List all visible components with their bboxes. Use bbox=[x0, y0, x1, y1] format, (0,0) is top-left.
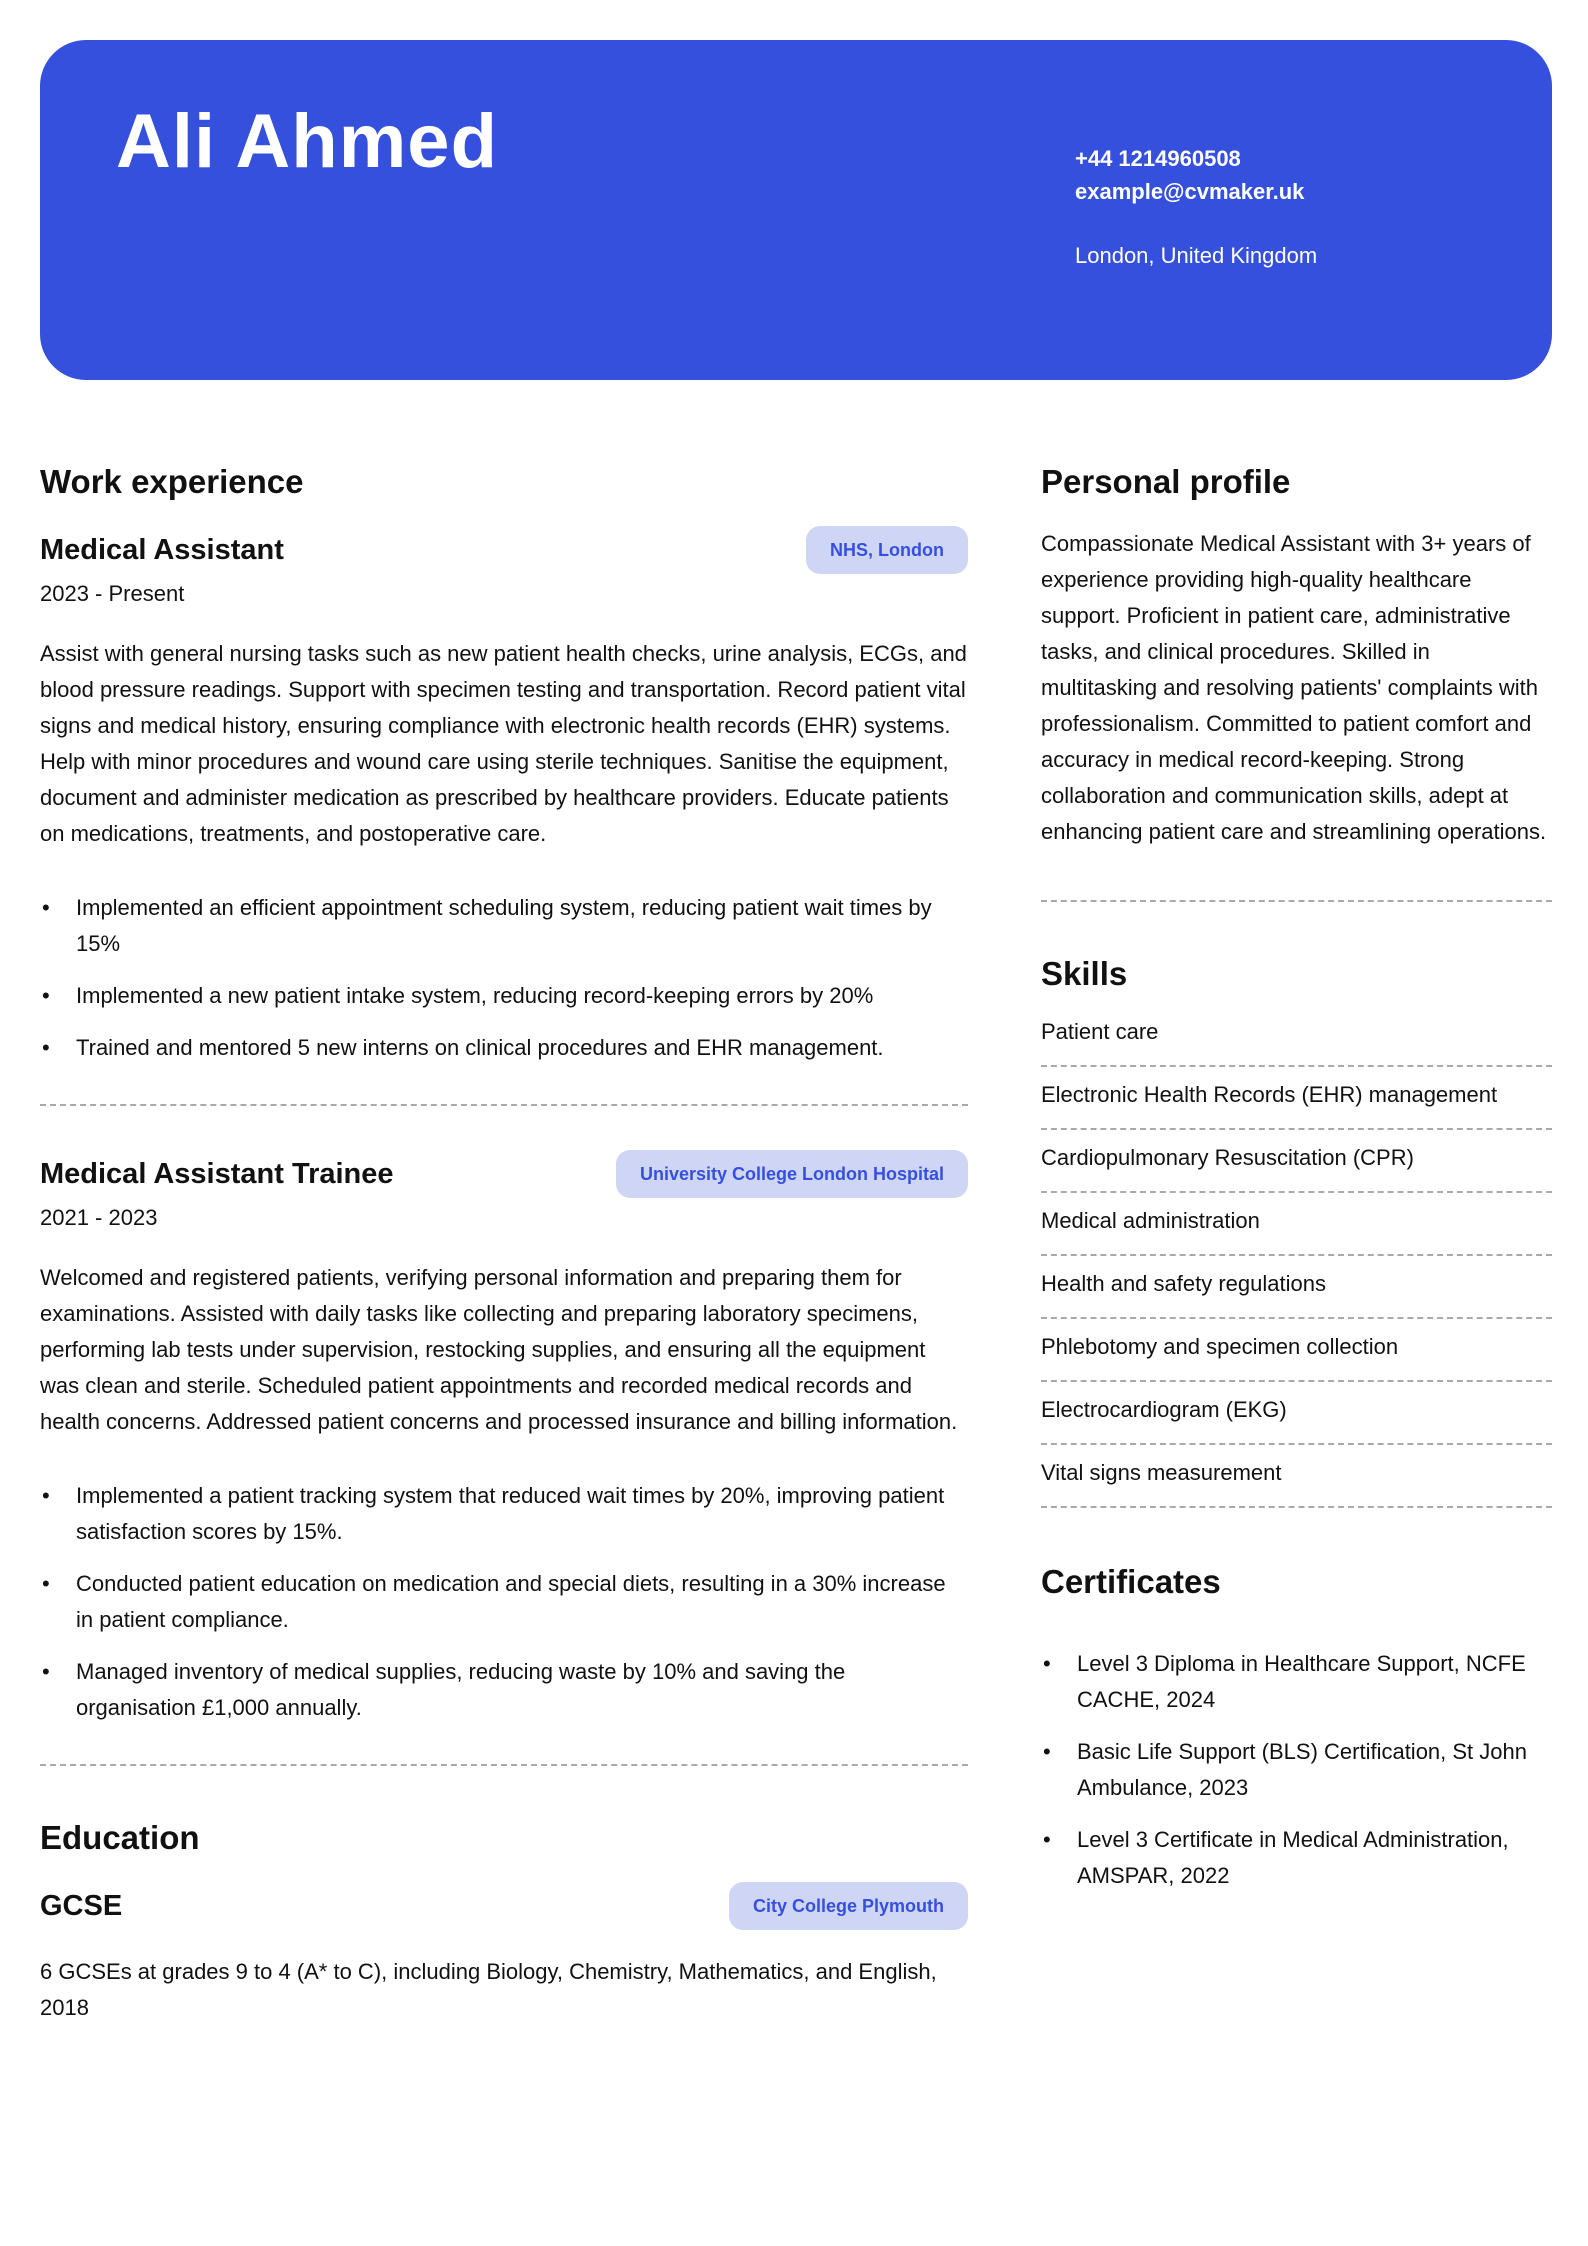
certificate-item: • Level 3 Certificate in Medical Administration, AMSPAR, 2022 bbox=[1041, 1822, 1552, 1894]
employer-badge: NHS, London bbox=[806, 526, 968, 574]
certificate-item: • Level 3 Diploma in Healthcare Support, NCFE CACHE, 2024 bbox=[1041, 1646, 1552, 1718]
skill-item: Vital signs measurement bbox=[1041, 1445, 1552, 1508]
section-divider bbox=[1041, 900, 1552, 902]
job-entry bbox=[40, 526, 968, 1066]
job-entry bbox=[40, 1150, 968, 1726]
section-divider bbox=[40, 1764, 968, 1766]
skill-item: Electronic Health Records (EHR) management bbox=[1041, 1067, 1552, 1130]
contact-block bbox=[1075, 142, 1317, 272]
personal-profile-heading: Personal profile bbox=[1041, 463, 1291, 500]
achievement-item: • Conducted patient education on medication and special diets, resulting in a 30% increase in patient compliance. bbox=[40, 1566, 968, 1638]
job-description: Welcomed and registered patients, verifying personal information and preparing them for examinations. Assisted with daily tasks like collecting and preparing laboratory specimens, performing lab tests under supervision, restocking supplies, and ensuring all the equipment was clean and sterile. Scheduled patient appointments and recorded medical records and health concerns. Addressed patient concerns and processed insurance and billing information. bbox=[40, 1265, 958, 1434]
skill-item: Phlebotomy and specimen collection bbox=[1041, 1319, 1552, 1382]
achievement-item: • Implemented a new patient intake system, reducing record-keeping errors by 20% bbox=[40, 978, 968, 1014]
job-dates: 2021 - 2023 bbox=[40, 1205, 158, 1230]
achievement-item: • Implemented an efficient appointment scheduling system, reducing patient wait times by 15% bbox=[40, 890, 968, 962]
work-experience-heading: Work experience bbox=[40, 463, 304, 500]
achievement-item: • Managed inventory of medical supplies, reducing waste by 10% and saving the organisation £1,000 annually. bbox=[40, 1654, 968, 1726]
skills-heading: Skills bbox=[1041, 955, 1128, 992]
education-heading: Education bbox=[40, 1819, 200, 1856]
section-divider bbox=[40, 1104, 968, 1106]
certificates-heading: Certificates bbox=[1041, 1563, 1221, 1600]
job-achievements bbox=[40, 890, 968, 1066]
skill-item: Health and safety regulations bbox=[1041, 1256, 1552, 1319]
skill-item: Cardiopulmonary Resuscitation (CPR) bbox=[1041, 1130, 1552, 1193]
job-title: Medical Assistant bbox=[40, 534, 284, 566]
skill-item: Patient care bbox=[1041, 1004, 1552, 1067]
job-title: Medical Assistant Trainee bbox=[40, 1158, 394, 1190]
certificates-list bbox=[1041, 1646, 1552, 1894]
email-address[interactable]: example@cvmaker.uk bbox=[1075, 179, 1305, 204]
job-dates: 2023 - Present bbox=[40, 581, 185, 606]
certificate-item: • Basic Life Support (BLS) Certification, St John Ambulance, 2023 bbox=[1041, 1734, 1552, 1806]
job-achievements bbox=[40, 1478, 968, 1726]
employer-badge: University College London Hospital bbox=[616, 1150, 968, 1198]
qualification-title: GCSE bbox=[40, 1890, 123, 1922]
education-entry bbox=[40, 1882, 968, 2026]
candidate-name: Ali Ahmed bbox=[116, 99, 498, 184]
achievement-item: • Trained and mentored 5 new interns on clinical procedures and EHR management. bbox=[40, 1030, 968, 1066]
skill-item: Electrocardiogram (EKG) bbox=[1041, 1382, 1552, 1445]
left-column bbox=[40, 460, 968, 2026]
education-description: 6 GCSEs at grades 9 to 4 (A* to C), including Biology, Chemistry, Mathematics, and English, 2018 bbox=[40, 1959, 937, 2020]
location: London, United Kingdom bbox=[1075, 243, 1318, 268]
phone-number[interactable]: +44 1214960508 bbox=[1075, 146, 1241, 171]
right-column bbox=[1041, 460, 1552, 1910]
job-description: Assist with general nursing tasks such as new patient health checks, urine analysis, ECGs, and blood pressure readings. Support with specimen testing and transportation. Record patient vital signs and medical history, ensuring compliance with electronic health records (EHR) systems. Help with minor procedures and wound care using sterile techniques. Sanitise the equipment, document and administer medication as prescribed by healthcare providers. Educate patients on medications, treatments, and postoperative care. bbox=[40, 641, 967, 846]
profile-text: Compassionate Medical Assistant with 3+ years of experience providing high-quality healthcare support. Proficient in patient care, administrative tasks, and clinical procedures. Skilled in multitasking and resolving patients' complaints with professionalism. Committed to patient comfort and accuracy in medical record-keeping. Strong collaboration and communication skills, adept at enhancing patient care and streamlining operations. bbox=[1041, 531, 1547, 844]
achievement-item: • Implemented a patient tracking system that reduced wait times by 20%, improving patient satisfaction scores by 15%. bbox=[40, 1478, 968, 1550]
skill-item: Medical administration bbox=[1041, 1193, 1552, 1256]
school-badge: City College Plymouth bbox=[729, 1882, 968, 1930]
header-banner bbox=[40, 40, 1552, 380]
skills-list bbox=[1041, 1004, 1552, 1508]
